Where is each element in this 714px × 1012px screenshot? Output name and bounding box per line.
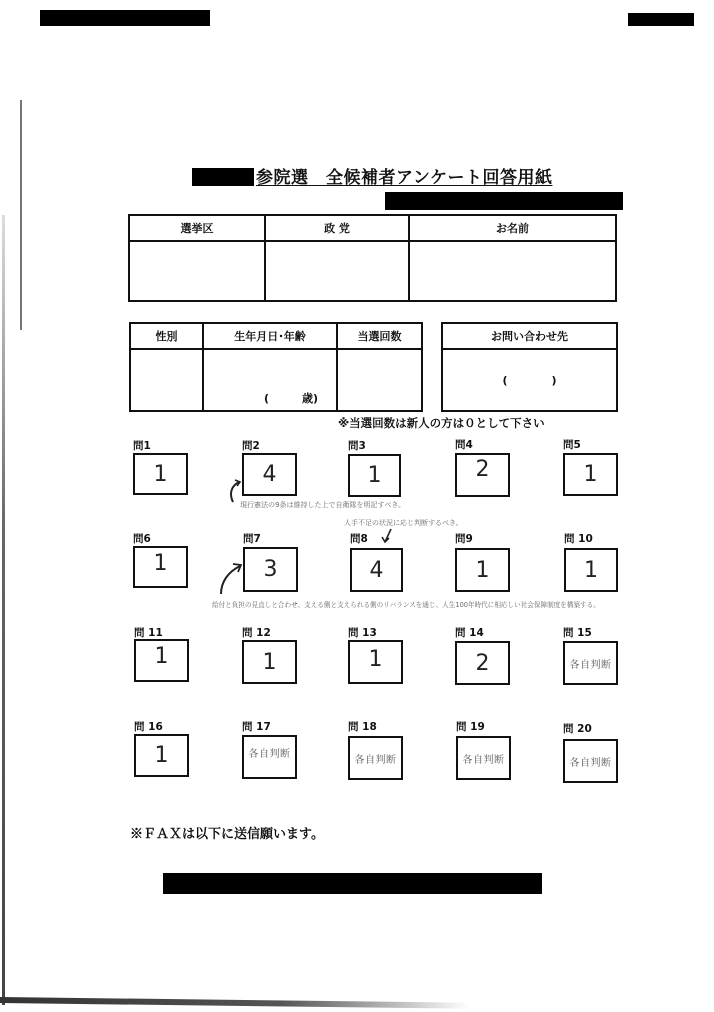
answer-box[interactable]: 1	[242, 640, 297, 684]
question-label: 問 17	[242, 721, 271, 733]
gender-field[interactable]	[130, 349, 203, 411]
answer-box[interactable]: 各自判断	[456, 736, 511, 780]
answer-box[interactable]: 各自判断	[563, 641, 618, 685]
scan-edge-line	[20, 100, 22, 330]
redaction-title-prefix	[192, 168, 254, 186]
question-2-comment: 現行憲法の9条は維持した上で自衛隊を明記すべき。	[240, 501, 406, 509]
times-elected-field[interactable]	[337, 349, 422, 411]
question-label: 問5	[563, 439, 581, 451]
question-label: 問9	[455, 533, 473, 545]
contact-table	[441, 322, 618, 412]
question-label: 問 14	[455, 627, 484, 639]
header-birthdate-age: 生年月日･年齢	[203, 323, 337, 349]
scan-edge-line	[0, 997, 470, 1009]
question-label: 問 20	[563, 723, 592, 735]
age-placeholder: ( 歳)	[263, 392, 318, 405]
answer-box[interactable]: 1	[348, 454, 401, 497]
redaction-fax-number	[163, 873, 542, 894]
answer-box[interactable]: 1	[134, 734, 189, 777]
header-party: 政 党	[265, 215, 409, 241]
header-district: 選挙区	[129, 215, 265, 241]
question-8-comment: 人手不足の状況に応じ判断するべき。	[344, 519, 463, 527]
question-7-comment: 給付と負担の見直しと合わせ、支える側と支えられる側のリバランスを通じ、人生100年時代に相応しい社会保障制度を構築する。	[212, 601, 600, 609]
question-label: 問 18	[348, 721, 377, 733]
question-label: 問 12	[242, 627, 271, 639]
profile-table	[129, 322, 423, 412]
answer-box[interactable]: 1	[133, 453, 188, 495]
question-label: 問2	[242, 440, 260, 452]
birthdate-age-field[interactable]	[203, 349, 337, 411]
answer-box[interactable]: 4	[242, 453, 297, 496]
question-label: 問3	[348, 440, 366, 452]
answer-box[interactable]: 1	[348, 640, 403, 684]
party-field[interactable]	[265, 241, 409, 301]
name-field[interactable]	[409, 241, 616, 301]
answer-box[interactable]: 各自判断	[242, 735, 297, 779]
district-field[interactable]	[129, 241, 265, 301]
header-times-elected: 当選回数	[337, 323, 422, 349]
question-label: 問6	[133, 533, 151, 545]
question-label: 問 10	[564, 533, 593, 545]
answer-box[interactable]: 3	[243, 547, 298, 592]
fax-instruction: ※ＦＡＸは以下に送信願います。	[130, 827, 324, 842]
question-label: 問7	[243, 533, 261, 545]
answer-box[interactable]: 1	[134, 639, 189, 682]
redaction-subtitle	[385, 192, 623, 210]
curved-arrow-icon	[218, 560, 244, 596]
times-elected-note: ※当選回数は新人の方は０として下さい	[338, 416, 545, 430]
answer-box[interactable]: 4	[350, 548, 403, 592]
question-label: 問1	[133, 440, 151, 452]
redaction-header-left	[40, 10, 210, 26]
check-arrow-icon	[381, 528, 393, 544]
question-label: 問 11	[134, 627, 163, 639]
question-label: 問 15	[563, 627, 592, 639]
question-label: 問 16	[134, 721, 163, 733]
answer-box[interactable]: 2	[455, 641, 510, 685]
candidate-table	[128, 214, 617, 302]
document-title: 参院選 全候補者アンケート回答用紙	[192, 163, 552, 188]
answer-box[interactable]: 1	[563, 453, 618, 496]
question-label: 問 19	[456, 721, 485, 733]
question-label: 問8	[350, 533, 368, 545]
answer-box[interactable]: 1	[564, 548, 618, 592]
redaction-header-right	[628, 13, 694, 26]
header-name: お名前	[409, 215, 616, 241]
header-gender: 性別	[130, 323, 203, 349]
question-label: 問 13	[348, 627, 377, 639]
answer-box[interactable]: 1	[133, 546, 188, 588]
answer-box[interactable]: 各自判断	[563, 739, 618, 783]
header-contact: お問い合わせ先	[442, 323, 617, 349]
answer-box[interactable]: 2	[455, 453, 510, 497]
answer-box[interactable]: 1	[455, 548, 510, 592]
contact-placeholder: ( )	[502, 374, 557, 387]
answer-box[interactable]: 各自判断	[348, 736, 403, 780]
question-label: 問4	[455, 439, 473, 451]
scan-edge-line	[2, 215, 5, 1005]
contact-field[interactable]	[442, 349, 617, 411]
